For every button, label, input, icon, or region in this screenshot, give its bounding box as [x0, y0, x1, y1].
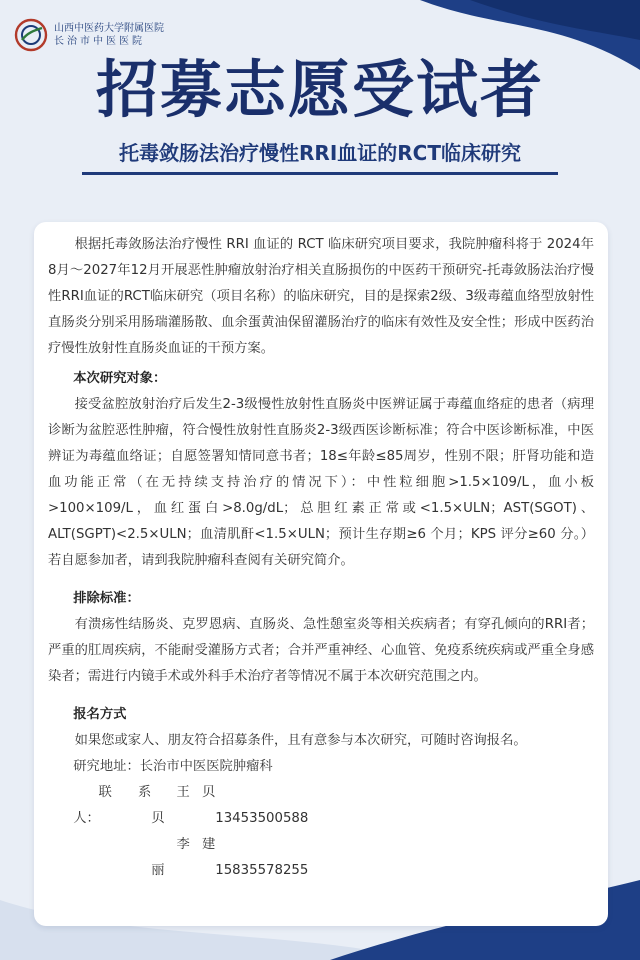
exclusion-heading: 排除标准：: [73, 591, 140, 606]
contact-row-1: [48, 780, 594, 832]
content-body: [48, 232, 594, 884]
subjects-paragraph: 接受盆腔放射治疗后发生2-3级慢性放射性直肠炎中医辨证属于毒蕴血络症的患者（病理诊断为盆腔恶性肿瘤，符合慢性放射性直肠炎2-3级西医诊断标准；符合中医诊断标准，中医辨证为毒蕴血络证；自愿签署知情同意书者；18≤年龄≤85周岁，性别不限；肝肾功能和造血功能正常（在无持续支持治疗的情况下）：中性粒细胞>1.5×109/L，血小板>100×109/L，血红蛋白>8.0g/dL；总胆红素正常或<1.5×ULN；AST(SGOT)、ALT(SGPT)<2.5×ULN；血清肌酐<1.5×ULN；预计生存期≥6 个月；KPS 评分≥60 分。）若自愿参加者，请到我院肿瘤科查阅有关研究简介。: [48, 397, 594, 568]
contact-phone: 15835578255: [215, 863, 309, 878]
page-subtitle: 托毒敛肠法治疗慢性RRI血证的RCT临床研究: [119, 141, 521, 165]
hospital-logo: [14, 18, 164, 52]
subjects-heading: 本次研究对象：: [73, 371, 167, 386]
contact-name: 李建丽: [151, 837, 216, 878]
contact-phone: 13453500588: [215, 811, 309, 826]
address-value: 长治市中医医院肿瘤科: [139, 759, 273, 774]
contact-name: 王贝贝: [151, 785, 216, 826]
contact-label: 联系人：: [73, 785, 152, 826]
hospital-emblem-icon: [14, 18, 48, 52]
logo-line-2: 长治市中医医院: [54, 36, 145, 47]
signup-heading: 报名方式: [73, 707, 127, 722]
address-label: 研究地址：: [73, 759, 140, 774]
logo-line-1: 山西中医药大学附属医院: [54, 23, 164, 34]
subtitle-underline: [82, 172, 558, 175]
contact-row-2: [48, 832, 594, 884]
signup-paragraph: 如果您或家人、朋友符合招募条件，且有意参与本次研究，可随时咨询报名。: [74, 733, 527, 748]
intro-paragraph: 根据托毒敛肠法治疗慢性 RRI 血证的 RCT 临床研究项目要求，我院肿瘤科将于 2024年8月～2027年12月开展恶性肿瘤放射治疗相关直肠损伤的中医药干预研究-托毒敛肠法治疗慢性RRI血证的RCT临床研究（项目名称）的临床研究，目的是探索2级、3级毒蕴血络型放射性直肠炎分别采用肠瑞灌肠散、血余蛋黄油保留灌肠治疗的临床有效性及安全性；形成中医药治疗慢性放射性直肠炎血证的干预方案。: [48, 237, 594, 356]
address-row: [48, 754, 594, 780]
page-title: 招募志愿受试者: [95, 53, 544, 126]
exclusion-paragraph: 有溃疡性结肠炎、克罗恩病、直肠炎、急性憩室炎等相关疾病者；有穿孔倾向的RRI者；严重的肛周疾病，不能耐受灌肠方式者；合并严重神经、心血管、免疫系统疾病或严重全身感染者；需进行内镜手术或外科手术治疗者等情况不属于本次研究范围之内。: [48, 617, 594, 684]
